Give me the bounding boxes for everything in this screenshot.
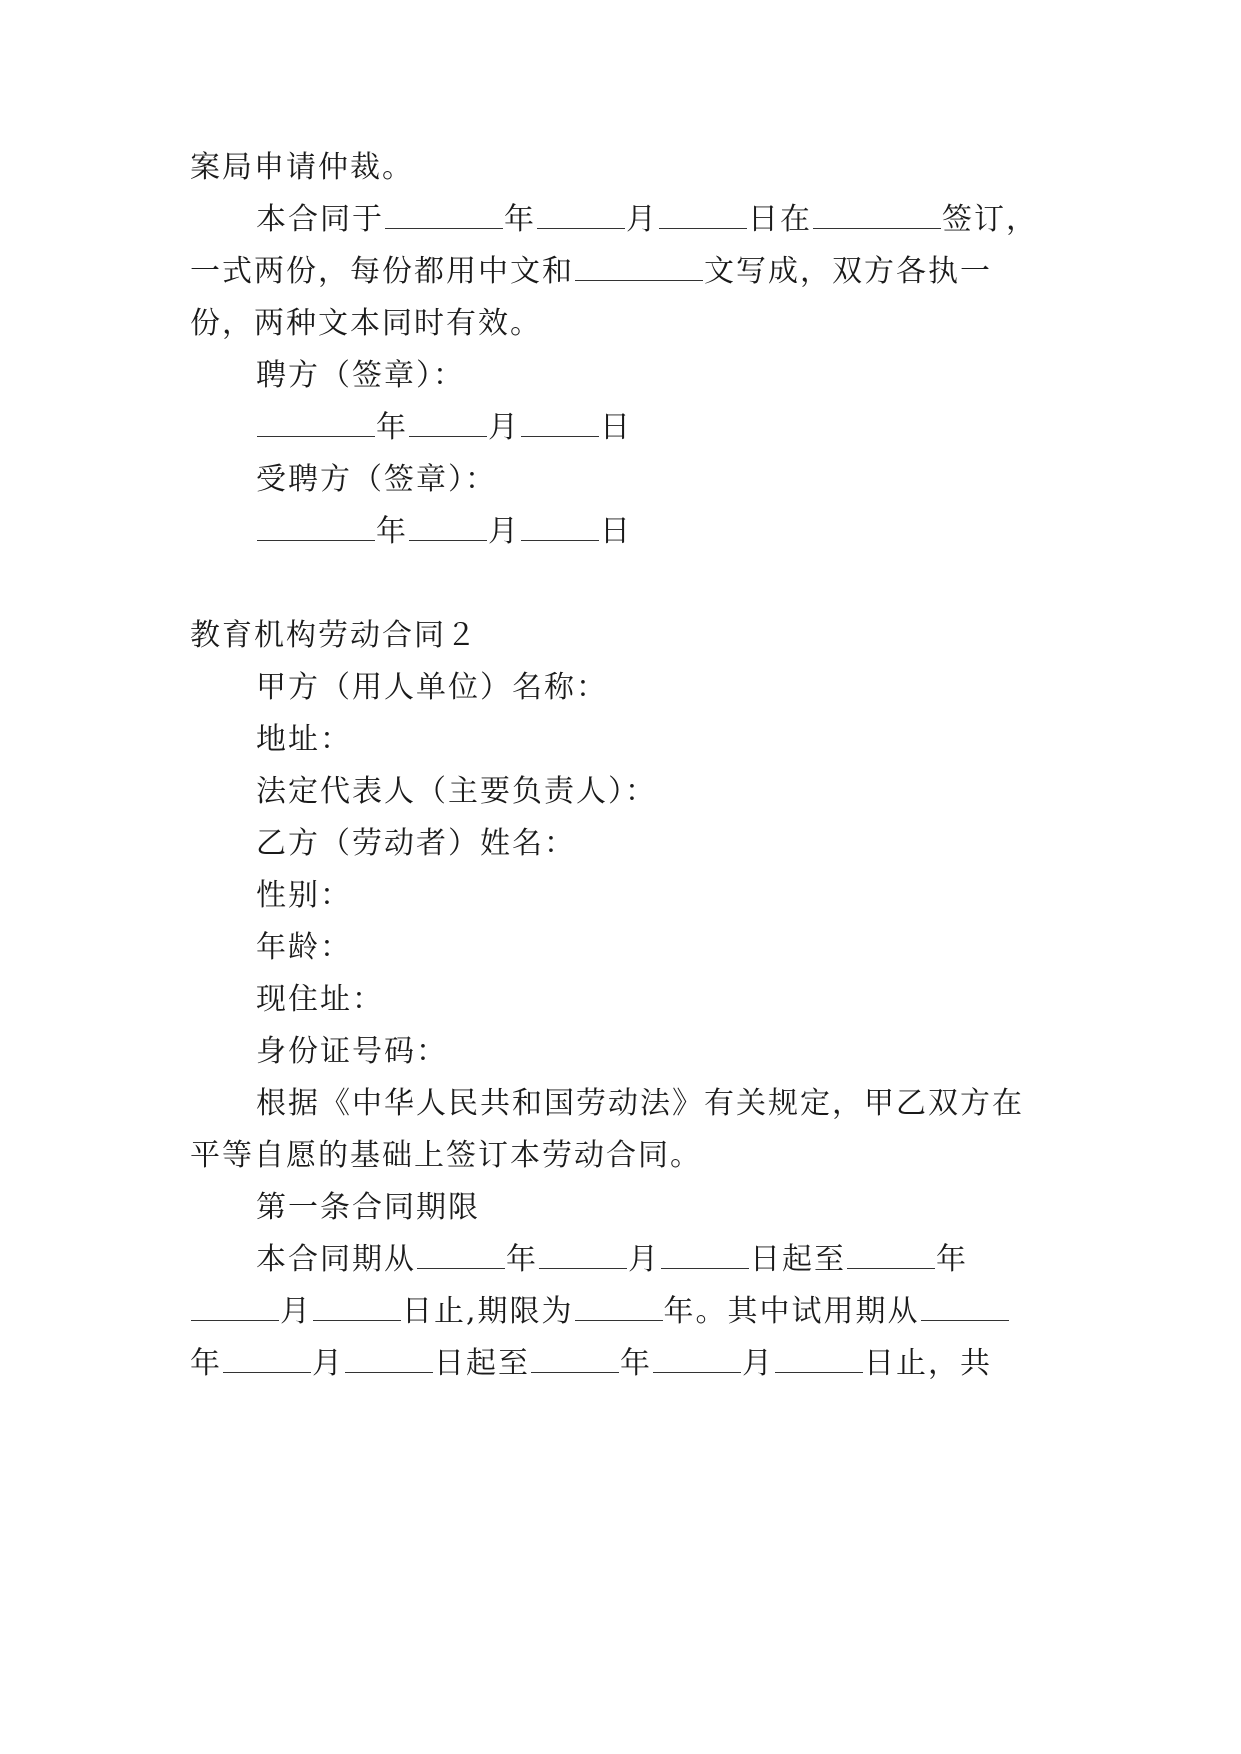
blank-field[interactable] <box>223 1344 311 1373</box>
text-span: 月 <box>488 514 520 549</box>
blank-field[interactable] <box>847 1240 935 1269</box>
text-span: 月 <box>488 410 520 445</box>
text-span: 签订， <box>942 202 1038 237</box>
text-span: 月 <box>312 1346 344 1381</box>
text-span: 本合同期从 <box>256 1242 416 1277</box>
blank-field[interactable] <box>575 252 703 281</box>
blank-field[interactable] <box>385 200 503 229</box>
text-span: 年 <box>190 1346 222 1381</box>
text-span: 日止,期限为 <box>402 1294 574 1329</box>
blank-field[interactable] <box>417 1240 505 1269</box>
blank-field[interactable] <box>575 1292 663 1321</box>
text-span: 一式两份，每份都用中文和 <box>190 254 574 289</box>
blank-field[interactable] <box>813 200 941 229</box>
section-title: 教育机构劳动合同２ <box>190 618 478 653</box>
blank-field[interactable] <box>409 512 487 541</box>
blank-field[interactable] <box>661 1240 749 1269</box>
date-line <box>256 512 632 552</box>
text-span: 月 <box>280 1294 312 1329</box>
text-span: 年 <box>506 1242 538 1277</box>
blank-field[interactable] <box>775 1344 863 1373</box>
text-span: 日起至 <box>434 1346 530 1381</box>
text-span: 月 <box>742 1346 774 1381</box>
paragraph-line: 根据《中华人民共和国劳动法》有关规定，甲乙双方在 <box>256 1086 1024 1121</box>
field-label: 法定代表人（主要负责人）： <box>256 774 657 809</box>
field-label: 身份证号码： <box>256 1034 448 1069</box>
text-span: 年 <box>376 514 408 549</box>
blank-field[interactable] <box>531 1344 619 1373</box>
text-line <box>190 252 992 292</box>
blank-field[interactable] <box>257 512 375 541</box>
employee-signature-label: 受聘方（签章）： <box>256 462 497 497</box>
blank-field[interactable] <box>539 1240 627 1269</box>
text-span: 年 <box>936 1242 968 1277</box>
text-span: 本合同于 <box>256 202 384 237</box>
field-label: 现住址： <box>256 982 384 1017</box>
blank-field[interactable] <box>659 200 747 229</box>
text-span: 月 <box>628 1242 660 1277</box>
employer-signature-label: 聘方（签章）： <box>256 358 465 393</box>
blank-field[interactable] <box>345 1344 433 1373</box>
text-line: 份，两种文本同时有效。 <box>190 306 542 341</box>
blank-field[interactable] <box>191 1292 279 1321</box>
blank-field[interactable] <box>921 1292 1009 1321</box>
text-span: 日起至 <box>750 1242 846 1277</box>
paragraph-line: 平等自愿的基础上签订本劳动合同。 <box>190 1138 702 1173</box>
text-span: 年。其中试用期从 <box>663 1294 920 1329</box>
text-span: 年 <box>620 1346 652 1381</box>
blank-field[interactable] <box>313 1292 401 1321</box>
text-span: 日 <box>600 514 632 549</box>
text-span: 年 <box>376 410 408 445</box>
term-line <box>190 1344 992 1384</box>
text-span: 月 <box>626 202 658 237</box>
field-label: 地址： <box>256 722 352 757</box>
blank-field[interactable] <box>409 408 487 437</box>
date-line <box>256 408 632 448</box>
term-line <box>190 1292 1010 1332</box>
blank-field[interactable] <box>257 408 375 437</box>
field-label: 性别： <box>256 878 352 913</box>
text-span: 日止，共 <box>864 1346 992 1381</box>
field-label: 甲方（用人单位）名称： <box>256 670 608 705</box>
signing-date-line <box>256 200 1038 240</box>
text-span: 年 <box>504 202 536 237</box>
article-heading: 第一条合同期限 <box>256 1190 480 1225</box>
text-span: 文写成，双方各执一 <box>704 254 992 289</box>
blank-field[interactable] <box>521 408 599 437</box>
text-span: 日在 <box>748 202 812 237</box>
blank-field[interactable] <box>521 512 599 541</box>
field-label: 年龄： <box>256 930 352 965</box>
field-label: 乙方（劳动者）姓名： <box>256 826 576 861</box>
text-line: 案局申请仲裁。 <box>190 150 414 185</box>
blank-field[interactable] <box>537 200 625 229</box>
blank-field[interactable] <box>653 1344 741 1373</box>
term-line <box>256 1240 968 1280</box>
text-span: 日 <box>600 410 632 445</box>
